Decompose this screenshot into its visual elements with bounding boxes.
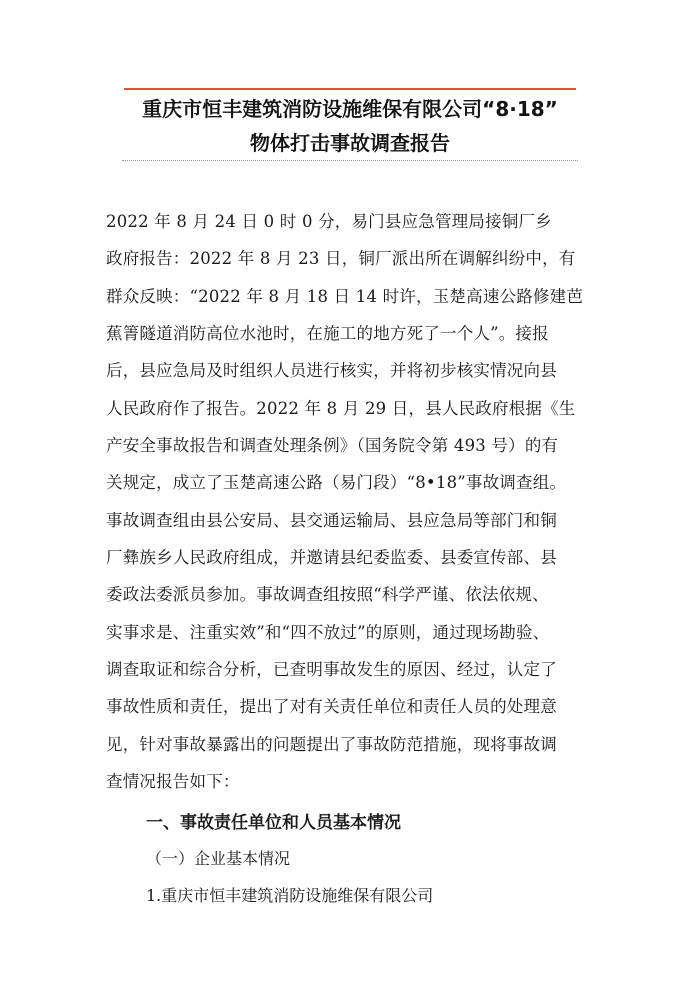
body-line: 事故性质和责任，提出了对有关责任单位和责任人员的处理意 <box>106 697 557 716</box>
body-line: 群众反映：“2022 年 8 月 18 日 14 时许，玉楚高速公路修建芭 <box>106 287 584 306</box>
body-line: 2022 年 8 月 24 日 0 时 0 分，易门县应急管理局接铜厂乡 <box>106 212 552 231</box>
body-line: 事故调查组由县公安局、县交通运输局、县应急局等部门和铜 <box>106 511 557 530</box>
section-heading: 一、事故责任单位和人员基本情况 <box>146 813 401 833</box>
body-line: 产安全事故报告和调查处理条例》（国务院令第 493 号）的有 <box>106 436 559 455</box>
body-line: 见，针对事故暴露出的问题提出了事故防范措施，现将事故调 <box>106 735 557 754</box>
body-line: 查情况报告如下： <box>106 772 240 791</box>
body-line: 调查取证和综合分析，已查明事故发生的原因、经过，认定了 <box>106 660 557 679</box>
body-line: 厂彝族乡人民政府组成，并邀请县纪委监委、县委宣传部、县 <box>106 548 557 567</box>
document-title-line-2: 物体打击事故调查报告 <box>250 131 450 155</box>
title-bottom-dotted-rule <box>122 160 578 161</box>
body-line: 后，县应急局及时组织人员进行核实，并将初步核实情况向县 <box>106 361 557 380</box>
body-line: 委政法委派员参加。事故调查组按照“科学严谨、依法依规、 <box>106 585 549 604</box>
body-line: 人民政府作了报告。2022 年 8 月 29 日，县人民政府根据《生 <box>106 399 576 418</box>
body-line: 实事求是、注重实效”和“四不放过”的原则，通过现场勘验、 <box>106 623 550 642</box>
list-item: 1.重庆市恒丰建筑消防设施维保有限公司 <box>146 886 434 905</box>
subsection-heading: （一）企业基本情况 <box>146 849 291 868</box>
body-line: 关规定，成立了玉楚高速公路（易门段）“8•18”事故调查组。 <box>106 473 567 492</box>
body-line: 政府报告：2022 年 8 月 23 日，铜厂派出所在调解纠纷中，有 <box>106 249 576 268</box>
title-top-rule <box>124 88 576 90</box>
body-line: 蕉箐隧道消防高位水池时，在施工的地方死了一个人”。接报 <box>106 324 549 343</box>
document-title-line-1: 重庆市恒丰建筑消防设施维保有限公司“8·18” <box>142 97 558 121</box>
